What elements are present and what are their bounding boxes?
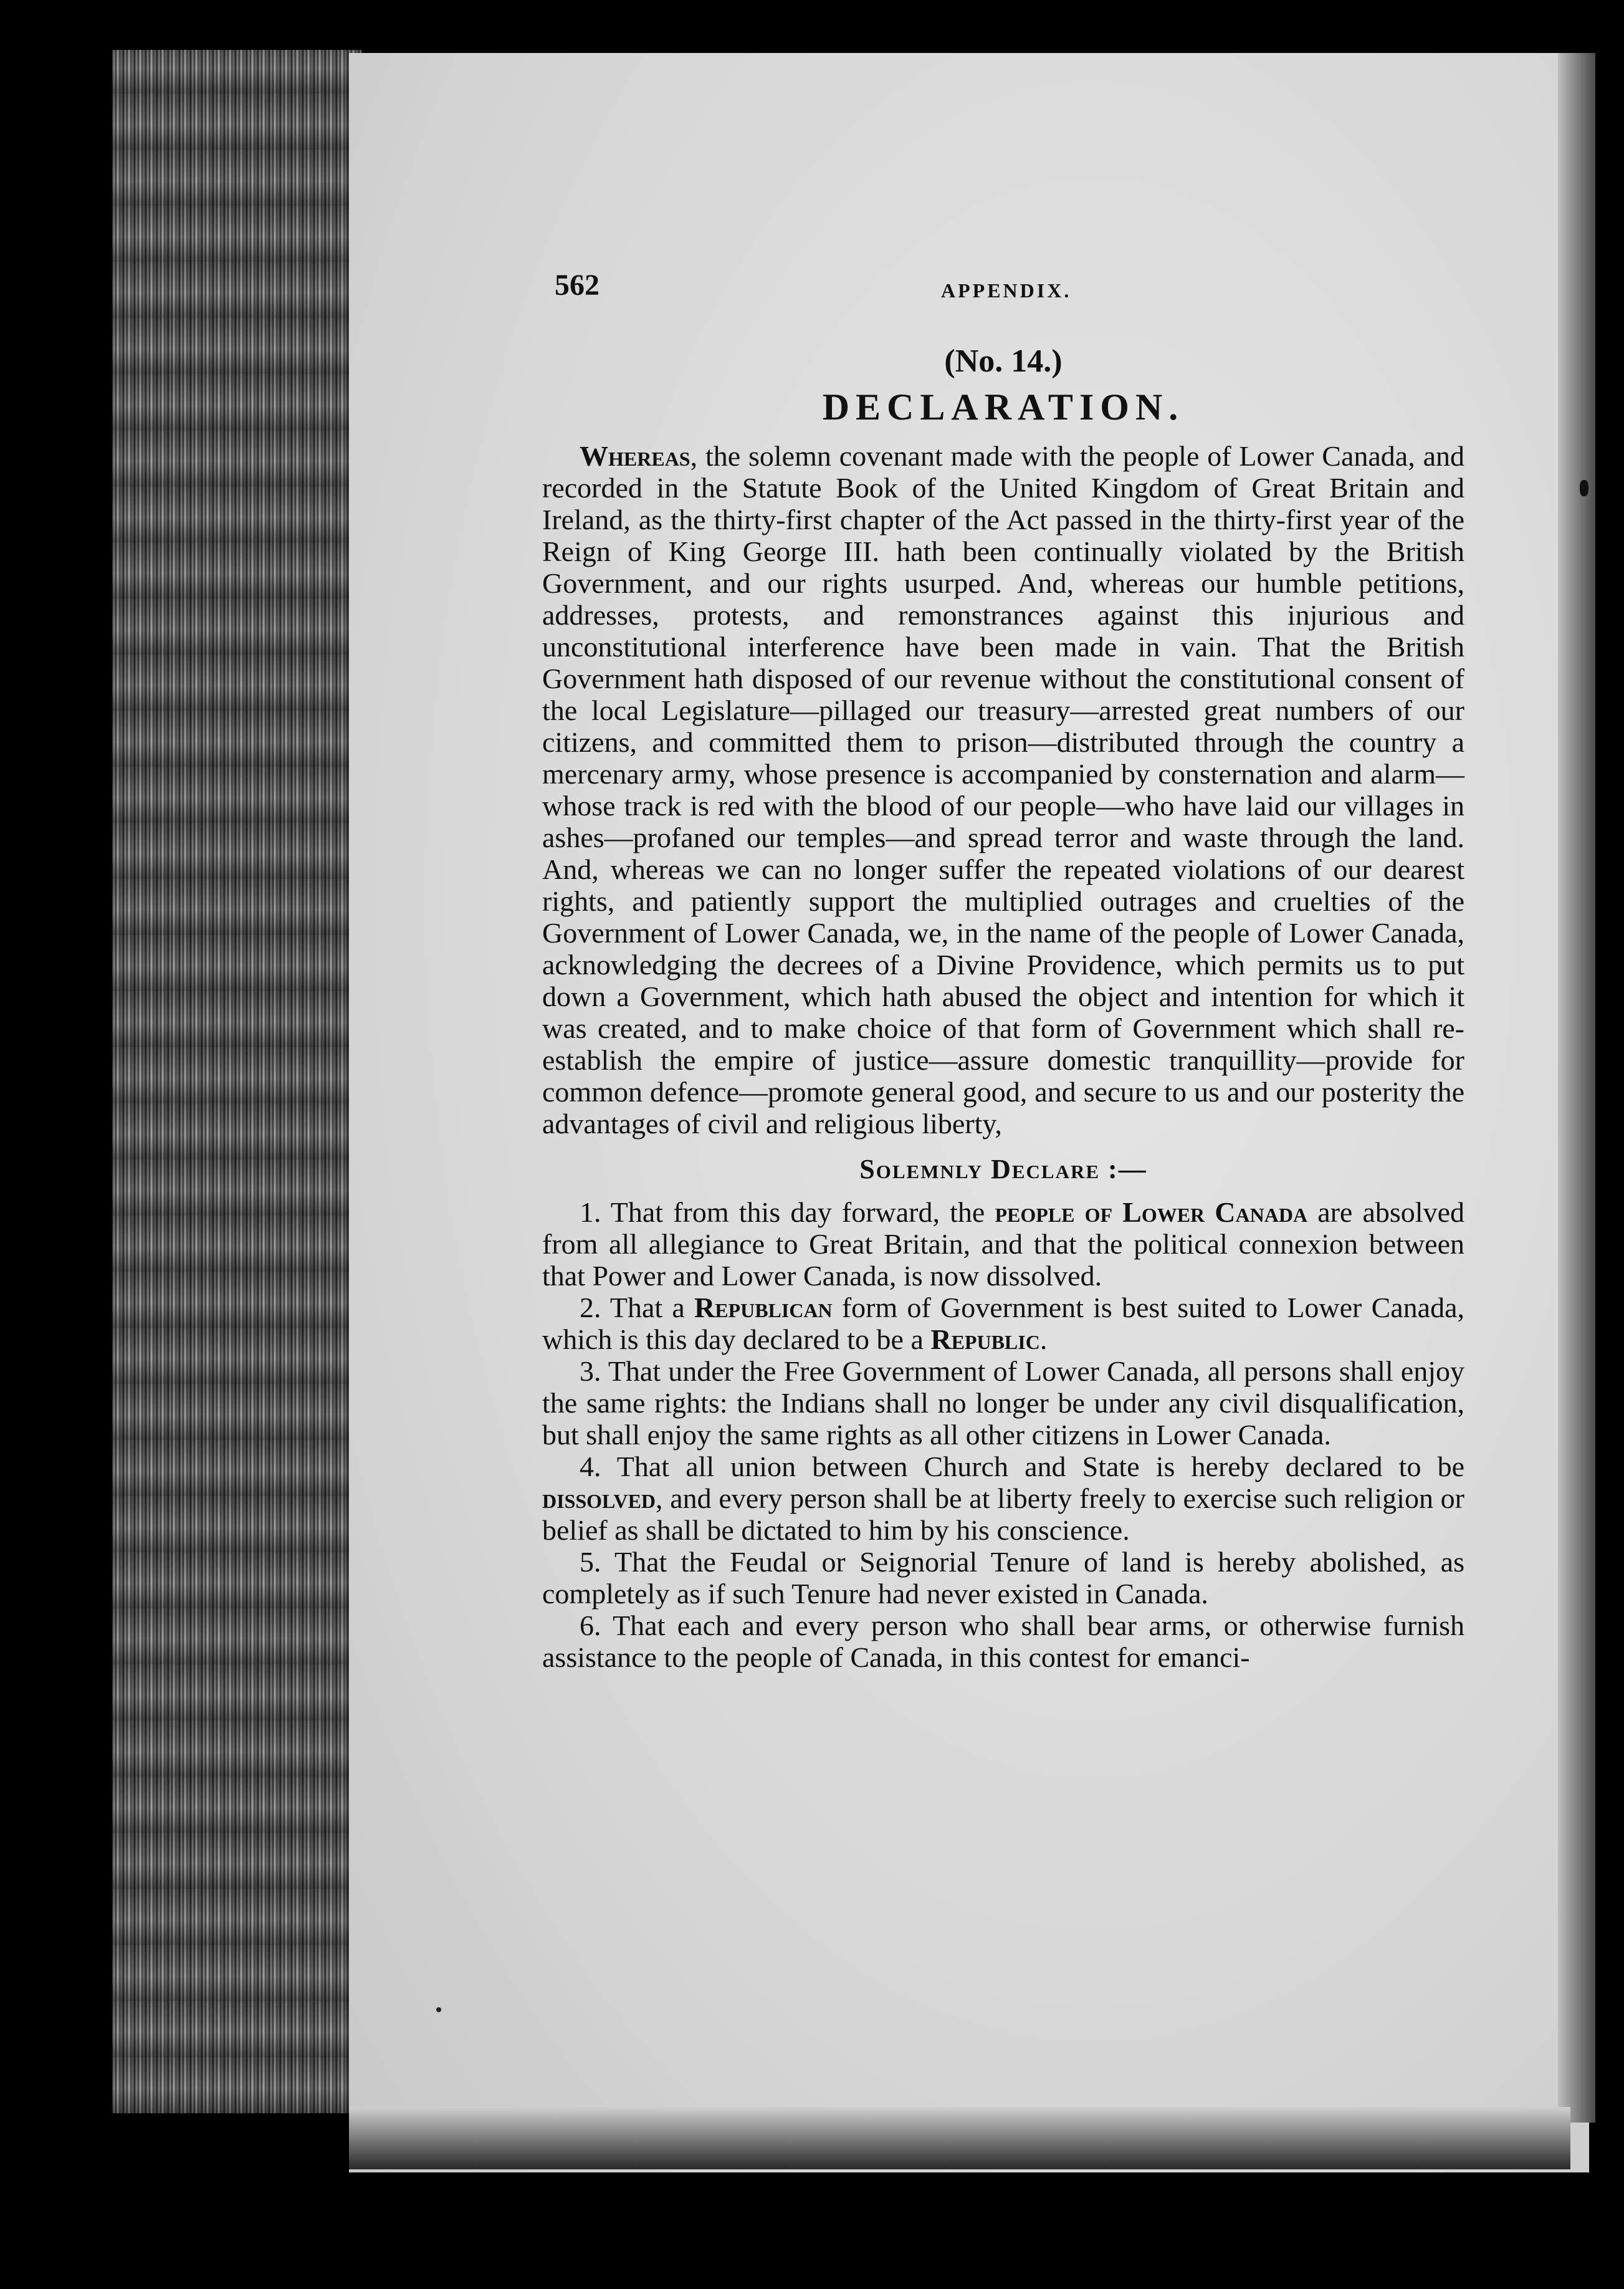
- page-bottom-shadow: [349, 2107, 1570, 2169]
- article-4: [542, 1451, 1464, 1546]
- declaration-body: [542, 440, 1464, 1673]
- preamble-paragraph: [542, 440, 1464, 1140]
- speck-mark: [436, 2007, 441, 2012]
- article-1: [542, 1196, 1464, 1292]
- article-6-text: 6. That each and every person who shall bear arms, or otherwise furnish assistance to the people of Canada, in this contest for emanci-: [542, 1610, 1464, 1673]
- article-5-text: 5. That the Feudal or Seignorial Tenure of land is hereby abolished, as completely as if such Tenure had never existed in Canada.: [542, 1546, 1464, 1610]
- article-1-text-cont: are absolved from all allegiance to Great Britain, and that the political connexion between that Power and Lower Canada, is now dissolved.: [542, 1196, 1464, 1292]
- article-4-emphasis: dissolved: [542, 1482, 656, 1514]
- document-number: (No. 14.): [944, 343, 1063, 379]
- article-2-text-cont: form of Government is best suited to Lower Canada, which is this day declared to be a: [542, 1292, 1464, 1355]
- article-4-text: 4. That all union between Church and State is hereby declared to be: [580, 1451, 1464, 1482]
- page-right-shadow: [1558, 53, 1595, 2123]
- page-number: 562: [555, 269, 599, 302]
- article-2-text-end: .: [1039, 1323, 1048, 1355]
- article-4-text-cont: , and every person shall be at liberty freely to exercise such religion or belief as shall be dictated to him by his conscience.: [542, 1482, 1464, 1546]
- page-text: [542, 262, 1464, 1673]
- running-head: APPENDIX.: [941, 279, 1072, 302]
- article-6: [542, 1610, 1464, 1673]
- declare-heading: Solemnly Declare :—: [859, 1154, 1147, 1184]
- article-1-text: 1. That from this day forward, the: [580, 1196, 995, 1228]
- article-3-text: 3. That under the Free Government of Lower Canada, all persons shall enjoy the same rights: the Indians shall no longer be under any civil disqualification, but shall enjoy the same rights as all other citizens in Lower Canada.: [542, 1355, 1464, 1451]
- page-header: [542, 262, 1464, 318]
- article-2-emphasis-2: Republic: [930, 1323, 1040, 1355]
- margin-mark: [1580, 480, 1588, 496]
- article-5: [542, 1546, 1464, 1610]
- article-2: [542, 1292, 1464, 1355]
- article-2-text: 2. That a: [580, 1292, 694, 1323]
- document-title: DECLARATION.: [822, 386, 1185, 428]
- article-1-emphasis: people of Lower Canada: [995, 1196, 1308, 1228]
- preamble-text: , the solemn covenant made with the people of Lower Canada, and recorded in the Statute Book of the United Kingdom of Great Britain and Ireland, as the thirty-first chapter of the Act passed in the thirty-first year of the Reign of King George III. hath been continually violated by the British Government, and our rights usurped. And, whereas our humble petitions, addresses, protests, and remonstrances against this injurious and unconstitutional interference have been made in vain. That the British Government hath disposed of our revenue without the constitutional consent of the local Legislature—pillaged our treasury—arrested great numbers of our citizens, and committed them to prison—distributed through the country a mercenary army, whose presence is accompanied by consternation and alarm—whose track is red with the blood of our people—who have laid our villages in ashes—profaned our temples—and spread terror and waste through the land. And, whereas we can no longer suffer the repeated violations of our dearest rights, and patiently support the multiplied outrages and cruelties of the Government of Lower Canada, we, in the name of the people of Lower Canada, acknowledging the decrees of a Divine Providence, which permits us to put down a Government, which hath abused the object and intention for which it was created, and to make choice of that form of Government which shall re-establish the empire of justice—assure domestic tranquillity—provide for common defence—promote general good, and secure to us and our posterity the advantages of civil and religious liberty,: [542, 440, 1464, 1140]
- book-page-edges: [112, 50, 361, 2113]
- preamble-lead-word: Whereas: [580, 440, 690, 472]
- article-2-emphasis: Republican: [694, 1292, 833, 1323]
- article-3: [542, 1355, 1464, 1451]
